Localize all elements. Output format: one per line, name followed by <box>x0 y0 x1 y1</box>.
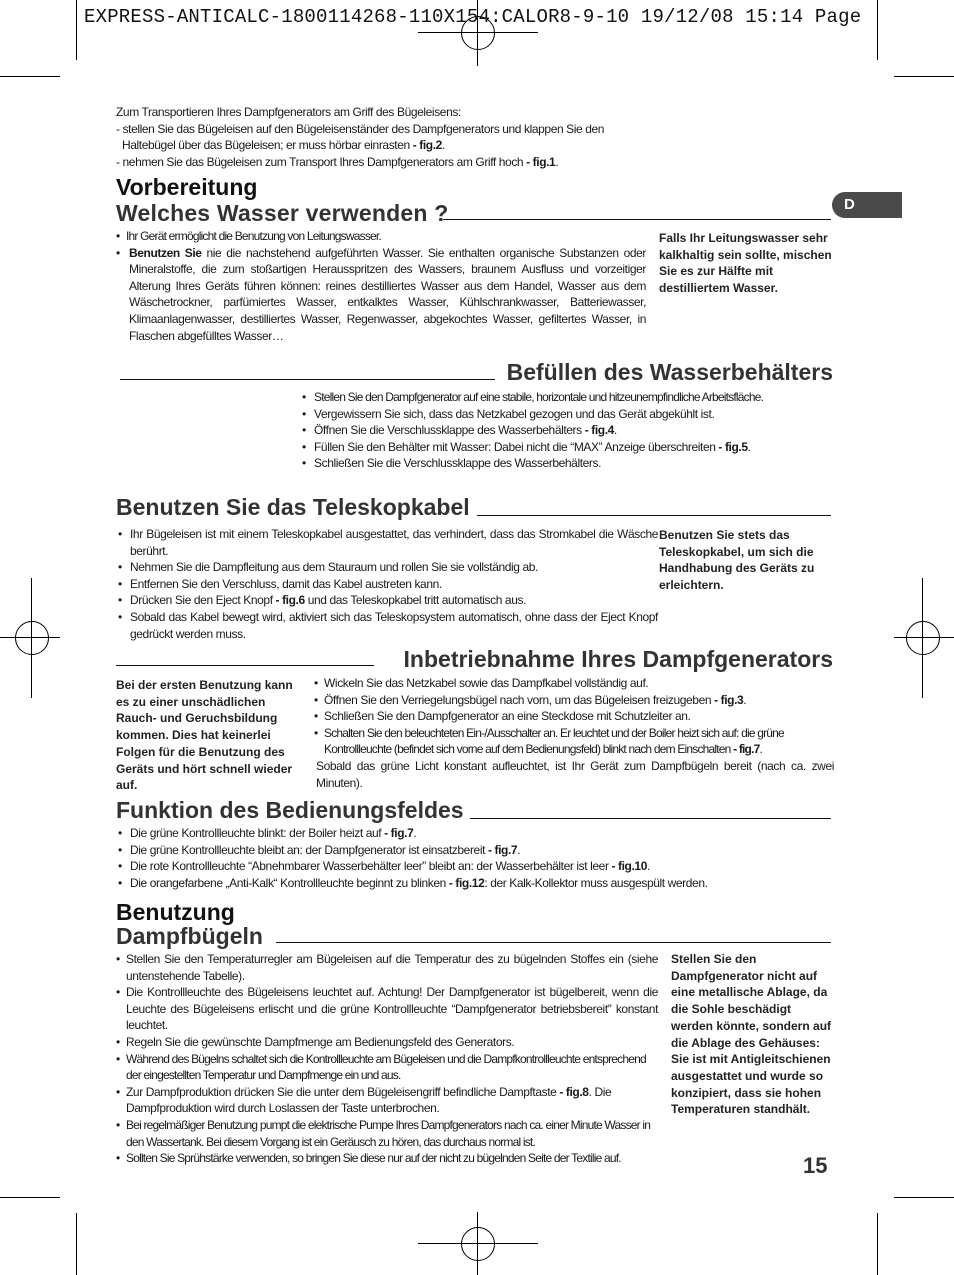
heading-rule <box>116 665 374 666</box>
section-heading: Funktion des Bedienungsfeldes <box>116 797 464 823</box>
cable-list <box>116 526 658 642</box>
section-subheading: Dampfbügeln <box>116 923 263 949</box>
section-heading: Benutzen Sie das Teleskopkabel <box>116 494 470 520</box>
sidebar-note: Benutzen Sie stets das Teleskopkabel, um sich die Handhabung des Geräts zu erleichtern. <box>659 528 815 593</box>
heading-rule <box>470 818 831 819</box>
registration-line <box>0 637 60 638</box>
list-item: • Stellen Sie den Dampfgenerator auf eine stabile, horizontale und hitzeunempfindliche Arbeitsfläche. <box>300 389 840 406</box>
heading-rule <box>443 219 831 220</box>
registration-mark-left <box>15 621 49 655</box>
crop-mark <box>877 0 878 60</box>
list-item: • Sollten Sie Sprühstärke verwenden, so bringen Sie diese nur auf der nicht zu bügelnden Seite der Textilie auf. <box>116 1150 658 1167</box>
steam-list <box>116 951 658 1167</box>
list-item: • Regeln Sie die gewünschte Dampfmenge am Bedienungsfeld des Generators. <box>116 1034 658 1051</box>
transport-line: - stellen Sie das Bügeleisen auf den Bügeleisenständer des Dampfgenerators und klappen Sie den <box>116 121 605 136</box>
list-item: • Bei regelmäßiger Benutzung pumpt die elektrische Pumpe Ihres Dampfgenerators nach ca. einer Minute Wasser in den Wassertank. Bei diesem Vorgang ist ein Geräusch zu hören, das durchaus normal ist. <box>116 1117 658 1150</box>
crop-mark <box>894 76 954 77</box>
transport-text <box>116 104 656 170</box>
transport-intro: Zum Transportieren Ihres Dampfgenerators am Griff des Bügeleisens: <box>116 105 461 119</box>
registration-line <box>418 32 538 33</box>
list-item: • Ihr Gerät ermöglicht die Benutzung von Leitungswasser. <box>116 228 646 245</box>
sidebar-note: Falls Ihr Leitungswasser sehr kalkhaltig sein sollte, mischen Sie es zur Hälfte mit destilliertem Wasser. <box>659 231 832 296</box>
panel-list <box>116 825 836 891</box>
crop-mark <box>0 1197 60 1198</box>
registration-line <box>418 1243 538 1244</box>
section-heading: Vorbereitung <box>116 174 258 200</box>
list-item: • Die rote Kontrollleuchte “Abnehmbarer Wasserbehälter leer” bleibt an: der Wasserbehälter ist leer - fig.10. <box>116 858 836 875</box>
print-slug: EXPRESS-ANTICALC-1800114268-110X154:CALOR8-9-10 19/12/08 15:14 Page <box>84 6 862 28</box>
list-item: • Zur Dampfproduktion drücken Sie die unter dem Bügeleisengriff befindliche Dampftaste - fig.8. Die Dampfproduktion wird durch Loslassen der Taste unterbrochen. <box>116 1084 658 1117</box>
startup-paragraph: Sobald das grüne Licht konstant aufleuchtet, ist Ihr Gerät zum Dampfbügeln bereit (nach ca. zwei Minuten). <box>316 758 834 790</box>
crop-mark <box>877 1213 878 1275</box>
fill-list <box>300 389 840 472</box>
list-item: • Ihr Bügeleisen ist mit einem Teleskopkabel ausgestattet, das verhindert, dass das Stromkabel die Wäsche berührt. <box>116 526 658 559</box>
section-heading: Befüllen des Wasserbehälters <box>506 359 833 385</box>
startup-list <box>314 675 834 791</box>
heading-rule <box>276 942 831 943</box>
list-item: • Nehmen Sie die Dampfleitung aus dem Stauraum und rollen Sie sie vollständig ab. <box>116 559 658 576</box>
sidebar-note: Bei der ersten Benutzung kann es zu einer unschädlichen Rauch- und Geruchsbildung kommen. Dies hat keinerlei Folgen für die Benutzung des Geräts und hört schnell wieder auf. <box>116 678 293 793</box>
registration-mark-bottom <box>461 1227 495 1261</box>
transport-line: - nehmen Sie das Bügeleisen zum Transport Ihres Dampfgenerators am Griff hoch - fig.1. <box>116 154 559 169</box>
registration-mark-right <box>906 621 940 655</box>
list-item: • Drücken Sie den Eject Knopf - fig.6 und das Teleskopkabel tritt automatisch aus. <box>116 592 658 609</box>
list-item: • Die Kontrollleuchte des Bügeleisens leuchtet auf. Achtung! Der Dampfgenerator ist bügelbereit, wenn die Leuchte des Bügeleisens erlischt und die grüne Kontrollleuchte “Dampfgenerator betriebsbereit” konstant leuchtet. <box>116 984 658 1034</box>
crop-mark <box>0 76 60 77</box>
list-item: • Die orangefarbene „Anti-Kalk“ Kontrollleuchte beginnt zu blinken - fig.12: der Kalk-Kollektor muss ausgespült werden. <box>116 875 836 892</box>
registration-line <box>31 578 32 698</box>
water-list <box>116 228 646 344</box>
list-item: • Schließen Sie den Dampfgenerator an eine Steckdose mit Schutzleiter an. <box>314 708 834 725</box>
page-number: 15 <box>803 1153 828 1178</box>
list-item: • Füllen Sie den Behälter mit Wasser: Dabei nicht die “MAX” Anzeige überschreiten - fig.5. <box>300 439 840 456</box>
list-item: • Die grüne Kontrollleuchte bleibt an: der Dampfgenerator ist einsatzbereit - fig.7. <box>116 842 836 859</box>
list-item: • Vergewissern Sie sich, dass das Netzkabel gezogen und das Gerät abgekühlt ist. <box>300 406 840 423</box>
list-item: • Während des Bügelns schaltet sich die Kontrollleuchte am Bügeleisen und die Dampfkontrollleuchte entsprechend der eingestellten Temperatur und Dampfmenge ein und aus. <box>116 1051 658 1084</box>
transport-line: Haltebügel über das Bügeleisen; er muss hörbar einrasten - fig.2. <box>122 138 445 153</box>
section-subheading: Welches Wasser verwenden ? <box>116 200 449 226</box>
section-heading: Benutzung <box>116 899 235 925</box>
sidebar-note: Stellen Sie den Dampfgenerator nicht auf eine metallische Ablage, da die Sohle beschädigt werden könnte, sondern auf die Ablage des Gehäuses: Sie ist mit Antigleitschienen ausgestattet und wurde so konzipiert, dass sie hohen Temperaturen standhält. <box>671 952 832 1117</box>
list-item: • Stellen Sie den Temperaturregler am Bügeleisen auf die Temperatur des zu bügelnden Stoffes ein (siehe untenstehende Tabelle). <box>116 951 658 984</box>
heading-rule <box>120 379 495 380</box>
list-item: • Öffnen Sie den Verriegelungsbügel nach vorn, um das Bügeleisen freizugeben - fig.3. <box>314 692 834 709</box>
heading-rule <box>477 515 831 516</box>
list-item: • Öffnen Sie die Verschlussklappe des Wasserbehälters - fig.4. <box>300 422 840 439</box>
registration-line <box>894 637 954 638</box>
list-item: • Schließen Sie die Verschlussklappe des Wasserbehälters. <box>300 455 840 472</box>
section-heading: Inbetriebnahme Ihres Dampfgenerators <box>403 646 833 672</box>
list-item: • Schalten Sie den beleuchteten Ein-/Ausschalter an. Er leuchtet und der Boiler heizt sich auf: die grüne Kontrollleuchte (befindet sich vorne auf dem Bedienungsfeld) blinkt nach dem Einschalten - fig.7. <box>314 725 834 758</box>
language-tab: D <box>832 192 902 218</box>
list-item: • Benutzen Sie nie die nachstehend aufgeführten Wasser. Sie enthalten organische Substanzen oder Mineralstoffe, die zum stoßartigen Herausspritzen des Wassers, braunem Ausfluss und vorzeitiger Alterung Ihres Geräts führen können: reines destilliertes Wasser aus dem Handel, Wasser aus dem Wäschetrockner, parfümiertes Wasser, entkalktes Wasser, Kühlschrankwasser, Batteriewasser, Klimaanlagenwasser, destilliertes Wasser, Regenwasser, abgekochtes Wasser, gefiltertes Wasser, in Flaschen abgefülltes Wasser… <box>116 245 646 345</box>
list-item: • Sobald das Kabel bewegt wird, aktiviert sich das Teleskopsystem automatisch, ohne dass der Eject Knopf gedrückt werden muss. <box>116 609 658 642</box>
list-item: • Entfernen Sie den Verschluss, damit das Kabel austreten kann. <box>116 576 658 593</box>
crop-mark <box>76 0 77 60</box>
list-item: • Die grüne Kontrollleuchte blinkt: der Boiler heizt auf - fig.7. <box>116 825 836 842</box>
crop-mark <box>894 1197 954 1198</box>
registration-line <box>922 578 923 698</box>
list-item: • Wickeln Sie das Netzkabel sowie das Dampfkabel vollständig auf. <box>314 675 834 692</box>
crop-mark <box>76 1213 77 1275</box>
